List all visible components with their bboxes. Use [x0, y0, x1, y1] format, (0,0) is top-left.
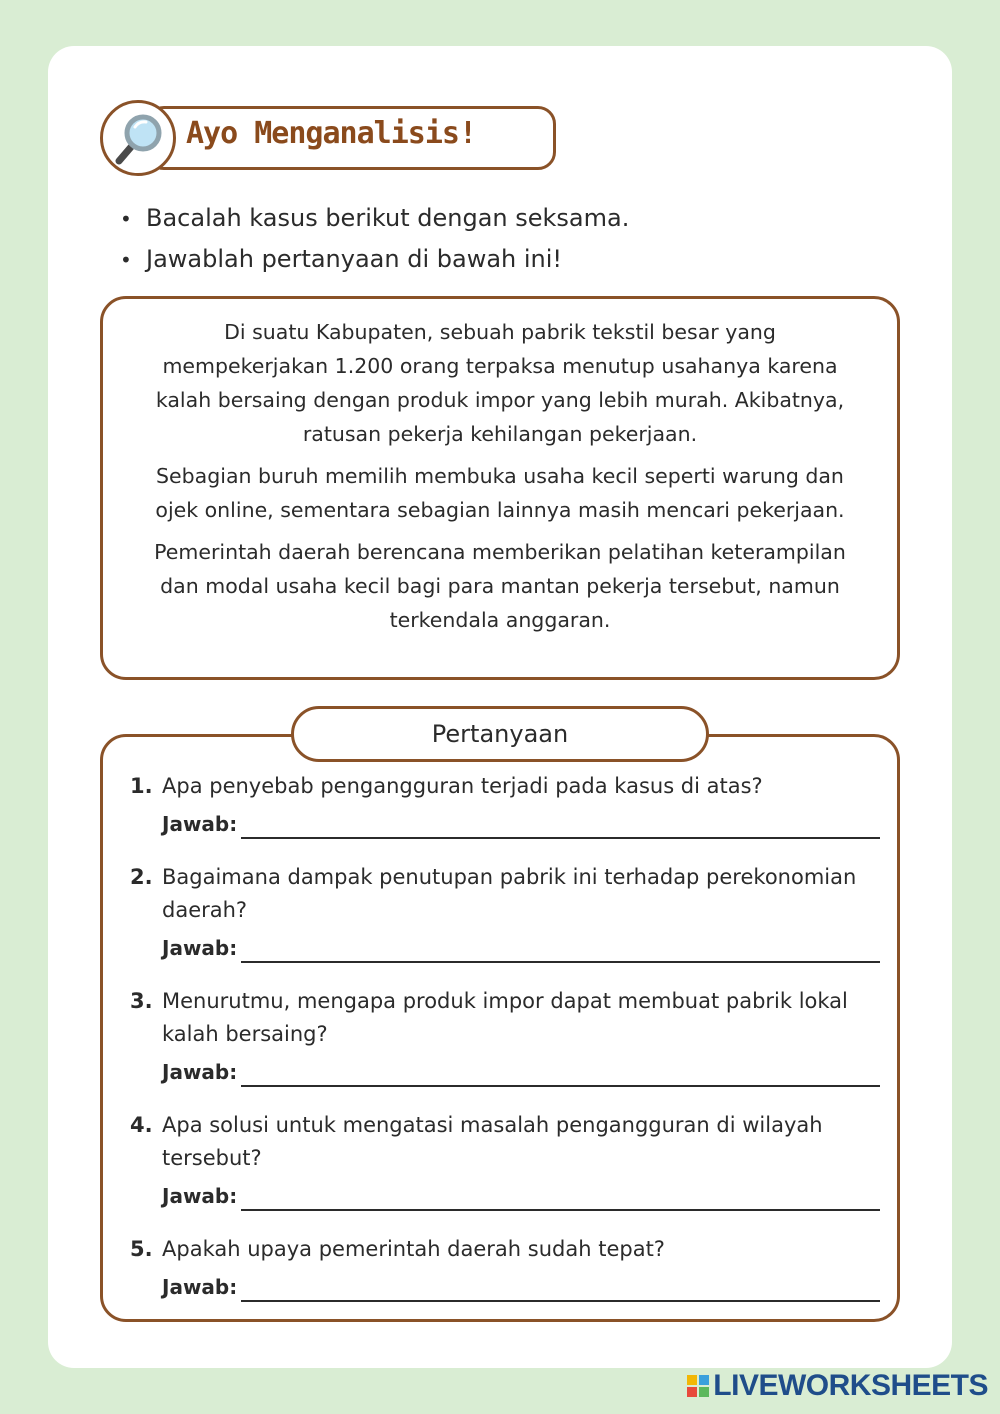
question-item-2 — [130, 861, 880, 963]
instruction-text: Jawablah pertanyaan di bawah ini! — [146, 245, 563, 273]
case-paragraph: Pemerintah daerah berencana memberikan pelatihan keterampilan dan modal usaha kecil bagi para mantan pekerja tersebut, namun terkendala anggaran. — [154, 540, 846, 632]
logo-block — [699, 1375, 709, 1385]
answer-field-3[interactable] — [241, 1061, 880, 1087]
instruction-text: Bacalah kasus berikut dengan seksama. — [146, 204, 630, 232]
brand-name: LIVEWORKSHEETS — [713, 1369, 988, 1402]
title-icon-circle — [100, 100, 176, 176]
question-list — [130, 770, 880, 1302]
answer-field-4[interactable] — [241, 1185, 880, 1211]
answer-field-5[interactable] — [241, 1276, 880, 1302]
page-title: Ayo Menganalisis! — [186, 116, 477, 151]
answer-field-1[interactable] — [241, 813, 880, 839]
answer-row — [162, 1053, 880, 1087]
answer-row — [162, 805, 880, 839]
case-paragraph: Di suatu Kabupaten, sebuah pabrik tekstil besar yang mempekerjakan 1.200 orang terpaksa menutup usahanya karena kalah bersaing dengan produk impor yang lebih murah. Akibatnya, ratusan pekerja kehilangan pekerjaan. — [155, 320, 845, 446]
question-text: Apa solusi untuk mengatasi masalah pengangguran di wilayah tersebut? — [162, 1113, 823, 1170]
question-text: Apakah upaya pemerintah daerah sudah tepat? — [162, 1237, 665, 1261]
question-item-4 — [130, 1109, 880, 1211]
answer-label: Jawab: — [162, 1275, 238, 1299]
question-number: 5. — [130, 1237, 153, 1261]
case-paragraph: Sebagian buruh memilih membuka usaha kecil seperti warung dan ojek online, sementara sebagian lainnya masih mencari pekerjaan. — [155, 464, 845, 522]
question-number: 2. — [130, 865, 153, 889]
question-text: Menurutmu, mengapa produk impor dapat membuat pabrik lokal kalah bersaing? — [162, 989, 848, 1046]
question-text: Apa penyebab pengangguran terjadi pada kasus di atas? — [162, 774, 763, 798]
question-text: Bagaimana dampak penutupan pabrik ini terhadap perekonomian daerah? — [162, 865, 857, 922]
question-number: 4. — [130, 1113, 153, 1137]
magnifier-icon — [111, 111, 167, 167]
answer-row — [162, 929, 880, 963]
liveworksheets-logo[interactable] — [687, 1368, 988, 1404]
logo-blocks-icon — [687, 1375, 709, 1397]
question-item-5 — [130, 1233, 880, 1302]
answer-field-2[interactable] — [241, 937, 880, 963]
question-number: 3. — [130, 989, 153, 1013]
answer-label: Jawab: — [162, 1184, 238, 1208]
instruction-item: • Bacalah kasus berikut dengan seksama. — [120, 204, 630, 232]
logo-block — [699, 1387, 709, 1397]
question-item-3 — [130, 985, 880, 1087]
logo-block — [687, 1387, 697, 1397]
answer-label: Jawab: — [162, 1060, 238, 1084]
answer-row — [162, 1268, 880, 1302]
instruction-item: • Jawablah pertanyaan di bawah ini! — [120, 245, 563, 273]
logo-block — [687, 1375, 697, 1385]
answer-label: Jawab: — [162, 812, 238, 836]
questions-header: Pertanyaan — [291, 706, 709, 762]
case-box — [100, 296, 900, 680]
title-banner — [100, 100, 560, 180]
question-number: 1. — [130, 774, 153, 798]
instruction-list — [120, 198, 629, 280]
answer-row — [162, 1177, 880, 1211]
question-item-1 — [130, 770, 880, 839]
answer-label: Jawab: — [162, 936, 238, 960]
